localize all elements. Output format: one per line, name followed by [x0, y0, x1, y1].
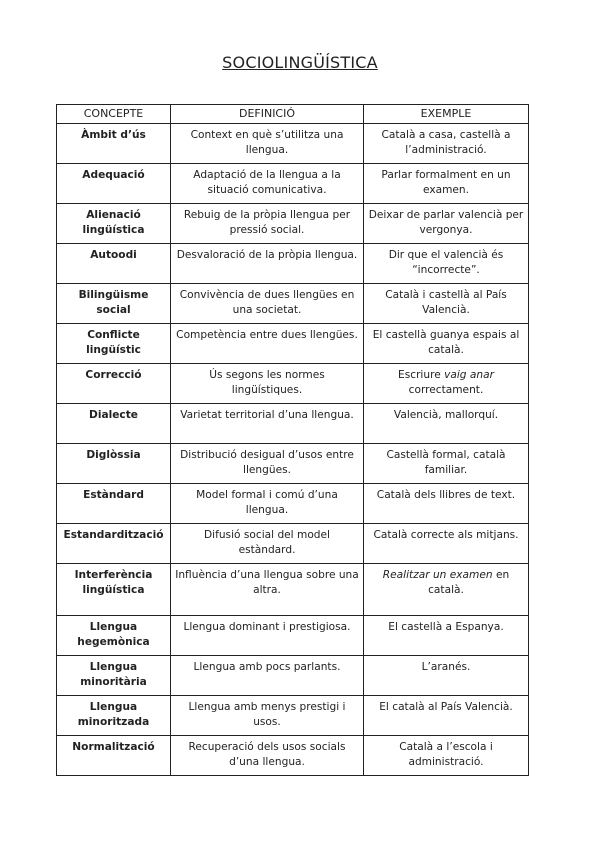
table-header-row: [57, 105, 529, 124]
definition-cell: Llengua amb pocs parlants.: [171, 656, 364, 696]
definition-cell: Ús segons les normes lingüístiques.: [171, 364, 364, 404]
table-row: [57, 484, 529, 524]
table-row: [57, 124, 529, 164]
definition-cell: Varietat territorial d’una llengua.: [171, 404, 364, 444]
definition-cell: Context en què s’utilitza una llengua.: [171, 124, 364, 164]
table-row: [57, 244, 529, 284]
definition-cell: Difusió social del model estàndard.: [171, 524, 364, 564]
example-cell: Català a l’escola i administració.: [364, 736, 529, 776]
example-cell: Català dels llibres de text.: [364, 484, 529, 524]
concept-cell: Conflicte lingüístic: [57, 324, 171, 364]
concept-cell: Correcció: [57, 364, 171, 404]
table-row: [57, 564, 529, 616]
concept-cell: Adequació: [57, 164, 171, 204]
concept-cell: Llengua minoritzada: [57, 696, 171, 736]
example-cell: Català i castellà al País Valencià.: [364, 284, 529, 324]
example-italic-text: vaig anar: [444, 369, 494, 381]
concept-cell: Llengua minoritària: [57, 656, 171, 696]
definition-cell: Influència d’una llengua sobre una altra.: [171, 564, 364, 616]
definition-cell: Llengua dominant i prestigiosa.: [171, 616, 364, 656]
definition-cell: Rebuig de la pròpia llengua per pressió social.: [171, 204, 364, 244]
example-text: en català.: [428, 569, 510, 596]
sociolinguistics-table: [56, 104, 529, 776]
concept-cell: Normalització: [57, 736, 171, 776]
table-row: [57, 736, 529, 776]
table-row: [57, 616, 529, 656]
table-row: [57, 204, 529, 244]
table-row: [57, 524, 529, 564]
concept-cell: Autoodi: [57, 244, 171, 284]
example-cell: Dir que el valencià és “incorrecte”.: [364, 244, 529, 284]
example-cell: El castellà guanya espais al català.: [364, 324, 529, 364]
example-cell: Català a casa, castellà a l’administració.: [364, 124, 529, 164]
concept-cell: Àmbit d’ús: [57, 124, 171, 164]
example-cell: El català al País Valencià.: [364, 696, 529, 736]
concept-cell: Alienació lingüística: [57, 204, 171, 244]
example-text: correctament.: [408, 383, 484, 396]
concept-cell: Estandardització: [57, 524, 171, 564]
table-row: [57, 284, 529, 324]
concept-cell: Estàndard: [57, 484, 171, 524]
header-example: EXEMPLE: [364, 105, 529, 124]
definition-cell: Model formal i comú d’una llengua.: [171, 484, 364, 524]
concept-cell: Diglòssia: [57, 444, 171, 484]
example-cell: Català correcte als mitjans.: [364, 524, 529, 564]
concept-cell: Interferència lingüística: [57, 564, 171, 616]
example-cell: Parlar formalment en un examen.: [364, 164, 529, 204]
definition-cell: Recuperació dels usos socials d’una llengua.: [171, 736, 364, 776]
concept-cell: Dialecte: [57, 404, 171, 444]
example-cell: [364, 364, 529, 404]
example-cell: L’aranés.: [364, 656, 529, 696]
definition-cell: Desvaloració de la pròpia llengua.: [171, 244, 364, 284]
table-row: [57, 164, 529, 204]
header-definition: DEFINICIÓ: [171, 105, 364, 124]
example-cell: El castellà a Espanya.: [364, 616, 529, 656]
concept-cell: Llengua hegemònica: [57, 616, 171, 656]
table-row: [57, 364, 529, 404]
header-concept: CONCEPTE: [57, 105, 171, 124]
definition-cell: Distribució desigual d’usos entre llengües.: [171, 444, 364, 484]
example-text: Escriure: [398, 369, 445, 381]
example-cell: [364, 564, 529, 616]
concept-cell: Bilingüisme social: [57, 284, 171, 324]
definition-cell: Llengua amb menys prestigi i usos.: [171, 696, 364, 736]
table-row: [57, 404, 529, 444]
table-row: [57, 324, 529, 364]
table-row: [57, 444, 529, 484]
definition-cell: Convivència de dues llengües en una societat.: [171, 284, 364, 324]
example-cell: Castellà formal, català familiar.: [364, 444, 529, 484]
example-italic-text: Realitzar un examen: [382, 569, 493, 581]
page-title: SOCIOLINGÜÍSTICA: [222, 53, 378, 72]
definition-cell: Adaptació de la llengua a la situació comunicativa.: [171, 164, 364, 204]
definition-cell: Competència entre dues llengües.: [171, 324, 364, 364]
example-cell: Valencià, mallorquí.: [364, 404, 529, 444]
table-row: [57, 656, 529, 696]
example-cell: Deixar de parlar valencià per vergonya.: [364, 204, 529, 244]
table-row: [57, 696, 529, 736]
